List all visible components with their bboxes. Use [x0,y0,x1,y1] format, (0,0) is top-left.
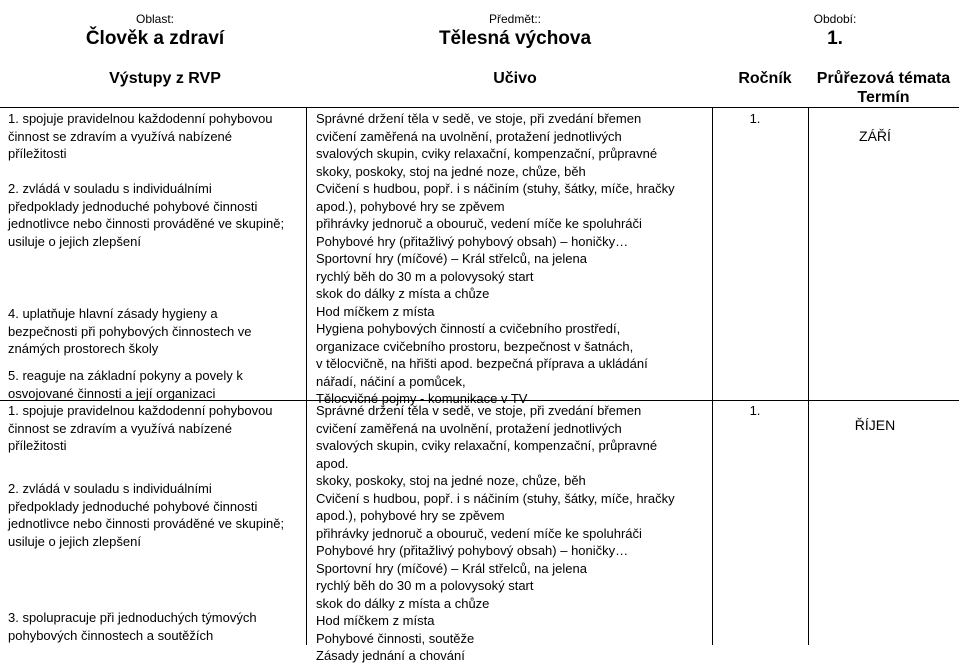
output-item: 1. spojuje pravidelnou každodenní pohybovou činnost se zdravím a využívá nabízené příležitosti [8,111,273,161]
output-item: 3. spolupracuje při jednoduchých týmových pohybových činnostech a soutěžích [8,610,257,643]
row1-grade: 1. [749,111,761,126]
area-label: Oblast: [135,12,174,26]
header-rule [0,107,959,108]
col-divider [306,107,307,645]
row1-curriculum: Správné držení těla v sedě, ve stoje, při zvedání břemen cvičení zaměřená na uvolnění, protažení jednotlivých svalových skupin, cviky relaxační, kompenzační, průpravné skoky, poskoky, stoj na jedné noze, chůze, běh Cvičení s hudbou, popř. i s náčiním (stuhy, šátky, míče, hračky apod.), pohybové hry se zpěvem přihrávky jednoruč a obouruč, vedení míče ke spoluhráči Pohybové hry (přitažlivý pohybový obsah) – honičky… Sportovní hry (míčové) – Král střelců, na jelena rychlý běh do 30 m a polovysoký start skok do dálky z místa a chůze Hod míčkem z místa Hygiena pohybových činností a cvičebního prostředí, organizace cvičebního prostoru, bezpečnost v šatnách, v tělocvičně, na hřišti apod. bezpečná příprava a ukládání nářadí, náčiní a pomůcek, Tělocvičné pojmy - komunikace v TV [316,111,675,406]
col-curriculum-header: Učivo [493,70,537,87]
subject-label: Předmět:: [488,12,542,26]
col-divider [712,107,713,645]
row2-term: ŘÍJEN [854,417,896,433]
row2-outputs [8,402,304,644]
col-divider [808,107,809,645]
subject-value: Tělesná výchova [438,28,592,49]
col-term-header: Termín [857,89,910,106]
output-item: 2. zvládá v souladu s individuálními předpoklady jednoduché pohybové činnosti jednotlivce nebo činnosti prováděné ve skupině; usiluje o jejich zlepšení [8,481,285,549]
area-value: Člověk a zdraví [85,28,225,49]
row1-outputs [8,110,304,402]
period-value: 1. [827,28,843,49]
row2-curriculum: Správné držení těla v sedě, ve stoje, při zvedání břemen cvičení zaměřená na uvolnění, protažení jednotlivých svalových skupin, cviky relaxační, kompenzační, průpravné apod. skoky, poskoky, stoj na jedné noze, chůze, běh Cvičení s hudbou, popř. i s náčiním (stuhy, šátky, míče, hračky apod.), pohybové hry se zpěvem přihrávky jednoruč a obouruč, vedení míče ke spoluhráči Pohybové hry (přitažlivý pohybový obsah) – honičky… Sportovní hry (míčové) – Král střelců, na jelena rychlý běh do 30 m a polovysoký start skok do dálky z místa a chůze Hod míčkem z místa Pohybové činnosti, soutěže Zásady jednání a chování [316,403,675,663]
col-outputs-header: Výstupy z RVP [109,70,221,87]
row2-grade: 1. [749,403,761,418]
output-item: 5. reaguje na základní pokyny a povely k osvojované činnosti a její organizaci [8,368,243,401]
output-item: 2. zvládá v souladu s individuálními předpoklady jednoduché pohybové činnosti jednotlivce nebo činnosti prováděné ve skupině; usiluje o jejich zlepšení [8,181,285,249]
row1-term: ZÁŘÍ [859,128,891,144]
period-label: Období: [813,12,857,26]
col-cross-topics-header: Průřezová témata [816,70,951,87]
output-item: 1. spojuje pravidelnou každodenní pohybovou činnost se zdravím a využívá nabízené příležitosti [8,403,273,453]
col-grade-header: Ročník [738,70,792,87]
output-item: 4. uplatňuje hlavní zásady hygieny a bezpečnosti při pohybových činnostech ve známých prostorech školy [8,306,252,356]
